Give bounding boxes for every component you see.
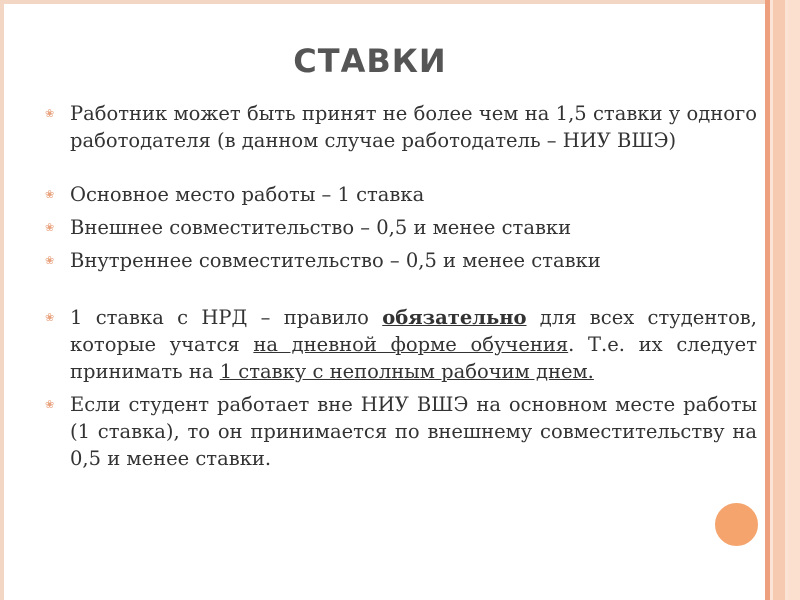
item-text: Если студент работает вне НИУ ВШЭ на основном месте работы (1 ставка), то он принимается по внешнему совместительству на 0,5 и менее ставки. xyxy=(70,393,757,470)
flower-bullet-icon: ❀ xyxy=(45,398,55,411)
flower-bullet-icon: ❀ xyxy=(45,311,55,324)
emphasis-mandatory: обязательно xyxy=(382,306,527,329)
list-item xyxy=(45,100,757,154)
item-text-part: для всех студентов, которые учатся xyxy=(70,306,757,356)
item-text: Основное место работы – 1 ставка xyxy=(70,183,425,206)
right-border-stripe xyxy=(788,0,800,600)
item-text-part: 1 ставка с НРД – правило xyxy=(70,306,383,329)
flower-bullet-icon: ❀ xyxy=(45,188,55,201)
list-item xyxy=(45,304,757,385)
bullet-list xyxy=(45,100,757,472)
list-item xyxy=(45,247,757,274)
top-border xyxy=(0,0,800,4)
item-text: Внутреннее совместительство – 0,5 и менее ставки xyxy=(70,249,601,272)
flower-bullet-icon: ❀ xyxy=(45,221,55,234)
item-text: Внешнее совместительство – 0,5 и менее ставки xyxy=(70,216,572,239)
item-text: Работник может быть принят не более чем на 1,5 ставки у одного работодателя (в данном случае работодатель – НИУ ВШЭ) xyxy=(70,102,757,152)
list-item xyxy=(45,181,757,208)
right-border-stripe xyxy=(773,0,785,600)
left-border xyxy=(0,0,4,600)
slide-title: СТАВКИ xyxy=(293,42,447,80)
flower-bullet-icon: ❀ xyxy=(45,254,55,267)
emphasis-full-time: на дневной форме обучения xyxy=(253,333,569,356)
list-item xyxy=(45,214,757,241)
decorative-orange-circle xyxy=(713,501,760,548)
list-item xyxy=(45,391,757,472)
emphasis-part-time-rate: 1 ставку с неполным рабочим днем. xyxy=(219,360,594,383)
flower-bullet-icon: ❀ xyxy=(45,107,55,120)
item-text-part: . Т.е. их следует принимать на xyxy=(70,333,757,383)
